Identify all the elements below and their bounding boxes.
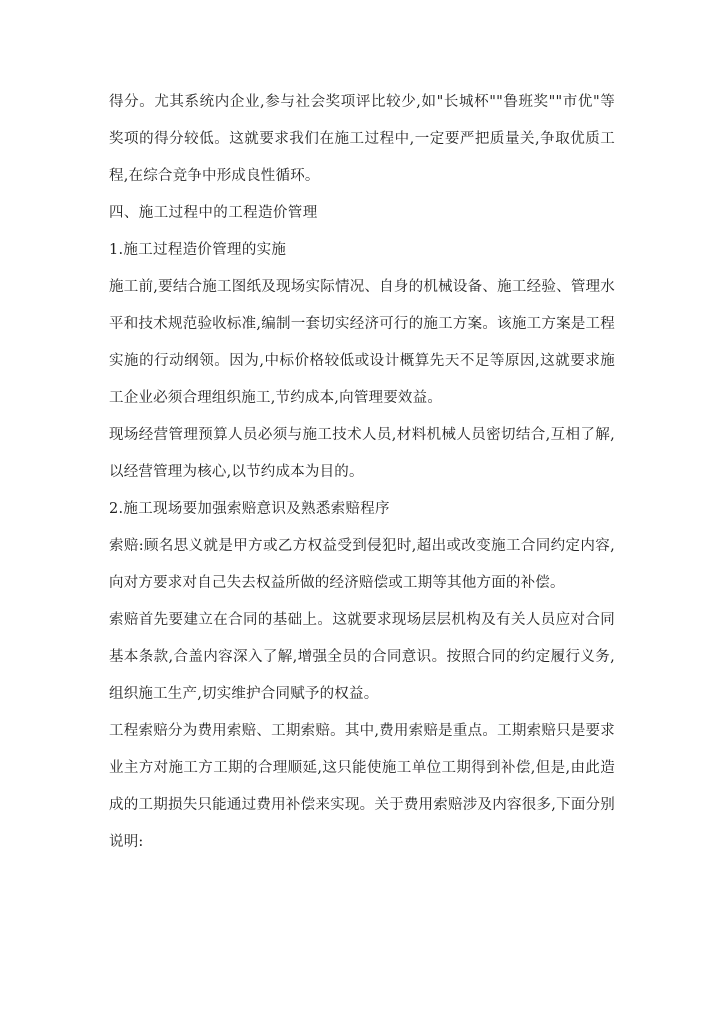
paragraph-claim-types: 工程索赔分为费用索赔、工期索赔。其中,费用索赔是重点。工期索赔只是要求业主方对施工方工期的合理顺延,这只能使施工单位工期得到补偿,但是,由此造成的工期损失只能通过费用补偿来实现。关于费用索赔涉及内容很多,下面分别说明: <box>109 723 615 850</box>
paragraph-quality-awards: 得分。尤其系统内企业,参与社会奖项评比较少,如"长城杯""鲁班奖""市优"等奖项的得分较低。这就要求我们在施工过程中,一定要严把质量关,争取优质工程,在综合竞争中形成良性循环。 <box>109 94 615 184</box>
paragraph-construction-plan: 施工前,要结合施工图纸及现场实际情况、自身的机械设备、施工经验、管理水平和技术规范验收标准,编制一套切实经济可行的施工方案。该施工方案是工程实施的行动纲领。因为,中标价格较低或设计概算先天不足等原因,这就要求施工企业必须合理组织施工,节约成本,向管理要效益。 <box>109 279 615 406</box>
paragraph-site-management: 现场经营管理预算人员必须与施工技术人员,材料机械人员密切结合,互相了解,以经营管理为核心,以节约成本为目的。 <box>109 427 615 480</box>
paragraph-claim-contract-basis: 索赔首先要建立在合同的基础上。这就要求现场层层机构及有关人员应对合同基本条款,合盖内容深入了解,增强全员的合同意识。按照合同的约定履行义务,组织施工生产,切实维护合同赋予的权益。 <box>109 612 615 702</box>
section-heading-cost-management: 四、施工过程中的工程造价管理 <box>109 205 318 221</box>
subheading-claims: 2.施工现场要加强索赔意识及熟悉索赔程序 <box>109 501 390 517</box>
paragraph-claim-definition: 索赔:顾名思义就是甲方或乙方权益受到侵犯时,超出或改变施工合同约定内容,向对方要求对自己失去权益所做的经济赔偿或工期等其他方面的补偿。 <box>109 538 615 591</box>
subheading-implementation: 1.施工过程造价管理的实施 <box>109 242 287 258</box>
